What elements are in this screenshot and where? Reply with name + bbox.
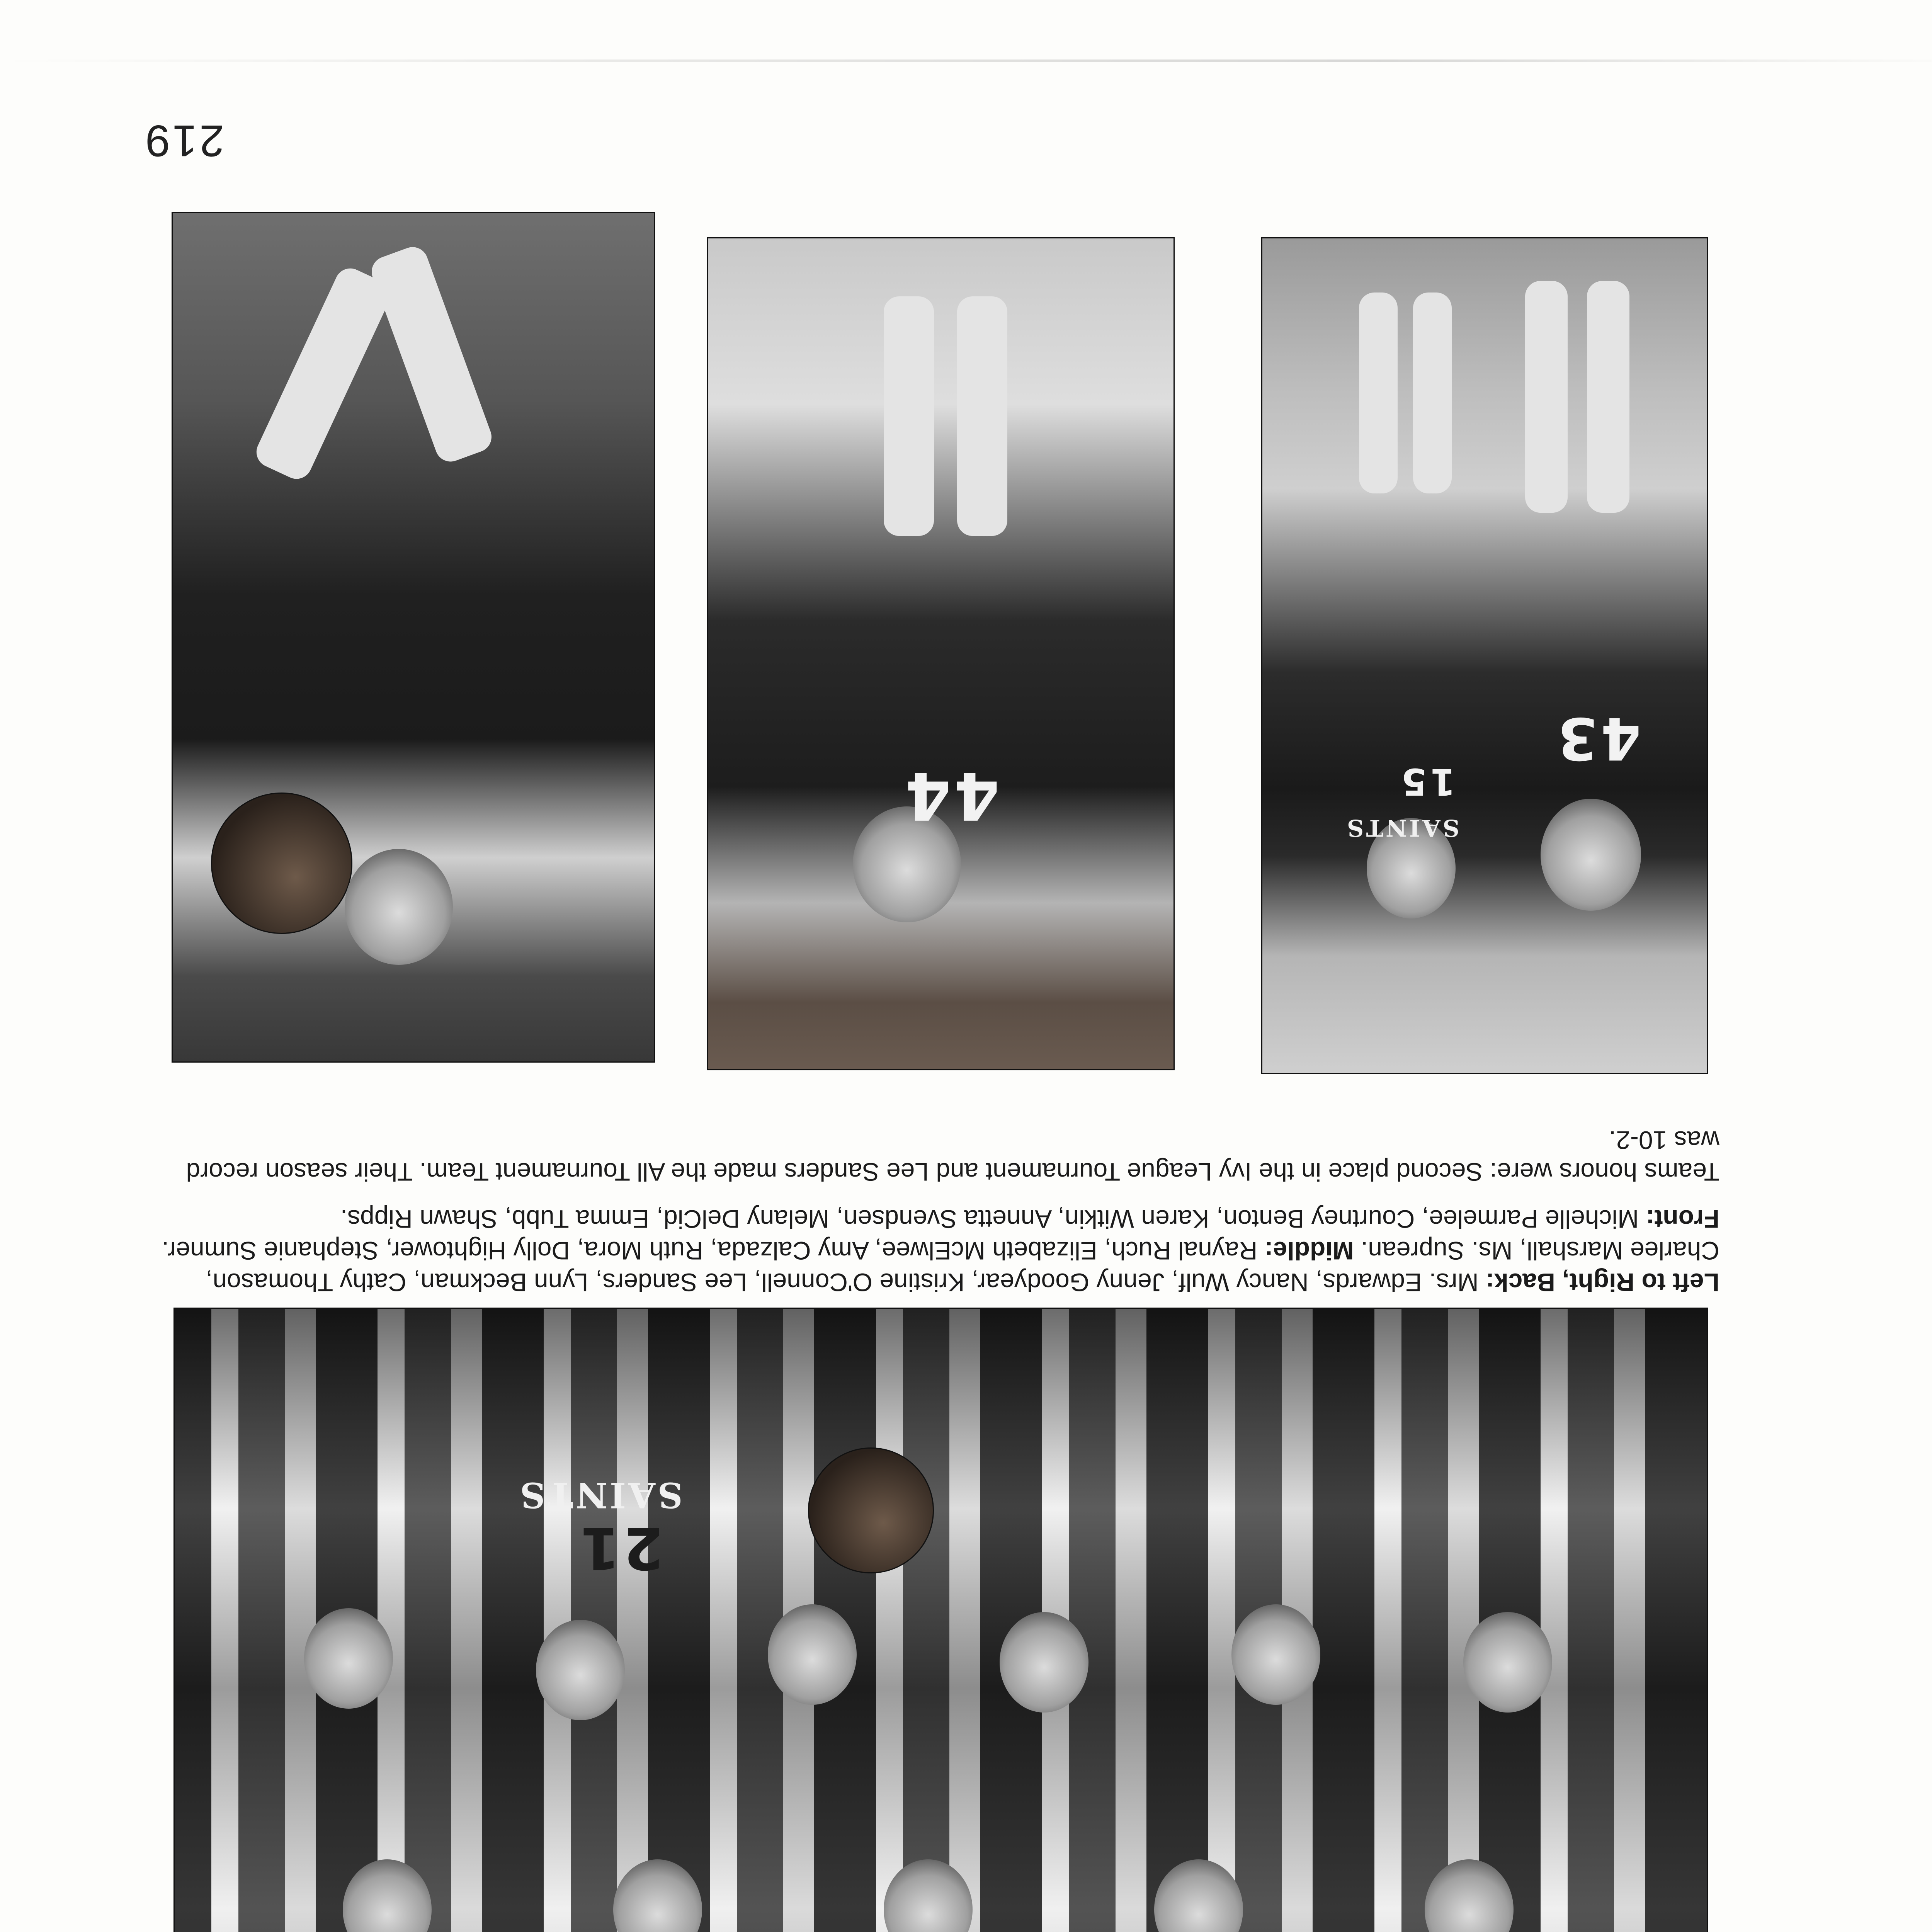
team-honors: Teams honors were: Second place in the Ivy League Tournament and Lee Sanders made the All Tournament Team. Their season record was 10-2. <box>186 1126 1719 1186</box>
player-leg <box>957 296 1007 536</box>
jersey-number: 44 <box>902 757 1000 833</box>
player-leg <box>1587 281 1629 513</box>
team-caption <box>151 1117 1719 1298</box>
photo-two-players-shooting <box>1261 237 1708 1074</box>
scan-edge <box>0 60 1932 62</box>
player-head <box>613 1859 702 1932</box>
player-leg <box>1525 281 1568 513</box>
photo-player-shooting <box>707 237 1175 1070</box>
player-head <box>1154 1859 1243 1932</box>
photo-player-dribbling <box>172 212 655 1063</box>
back-row-label: Left to Right, Back: <box>1486 1268 1719 1297</box>
player-head <box>884 1859 973 1932</box>
player-leg <box>1413 293 1452 493</box>
basketball <box>808 1447 934 1573</box>
front-row-label: Front: <box>1646 1205 1719 1233</box>
player-head <box>343 1859 432 1932</box>
player-leg <box>367 243 496 466</box>
player-head <box>304 1608 393 1709</box>
front-row-names: Michelle Parmelee, Courtney Benton, Karen Witkin, Annetta Svendsen, Melany DelCid, Emma Tubb, Shawn Ripps. <box>340 1205 1639 1233</box>
middle-row-names: Raynal Ruch, Elizabeth McElwee, Amy Calzada, Ruth Mora, Dolly Hightower, Stephanie Sumner. <box>162 1236 1258 1265</box>
roster-paragraph <box>151 1203 1719 1298</box>
player-head <box>1000 1612 1088 1713</box>
player-head <box>1541 799 1641 911</box>
player-leg <box>1359 293 1398 493</box>
player-head <box>768 1604 857 1705</box>
team-photo <box>173 1308 1708 1932</box>
player-head <box>536 1620 625 1720</box>
middle-row-label: Middle: <box>1264 1236 1354 1265</box>
page-number: 219 <box>143 116 224 165</box>
jersey-number: 15 <box>1398 760 1456 803</box>
player-leg <box>252 264 396 484</box>
player-head <box>1231 1604 1320 1705</box>
player-head <box>1463 1612 1552 1713</box>
back-row-names: Mrs. Edwards, Nancy Wulf, Jenny Goodyear, Kristine O'Connell, Lee Sanders, Lynn Beckman, Cathy Thomason, Charlee Marshall, Ms. Suprean. <box>206 1236 1719 1297</box>
player-head <box>1425 1859 1514 1932</box>
jersey-number: 43 <box>1554 704 1641 772</box>
player-head <box>345 849 453 965</box>
basketball <box>211 793 352 934</box>
player-leg <box>884 296 934 536</box>
jersey-number: 21 <box>577 1514 663 1581</box>
jersey-text: SAINTS <box>1345 814 1459 841</box>
jersey-text: SAINTS <box>517 1475 683 1515</box>
